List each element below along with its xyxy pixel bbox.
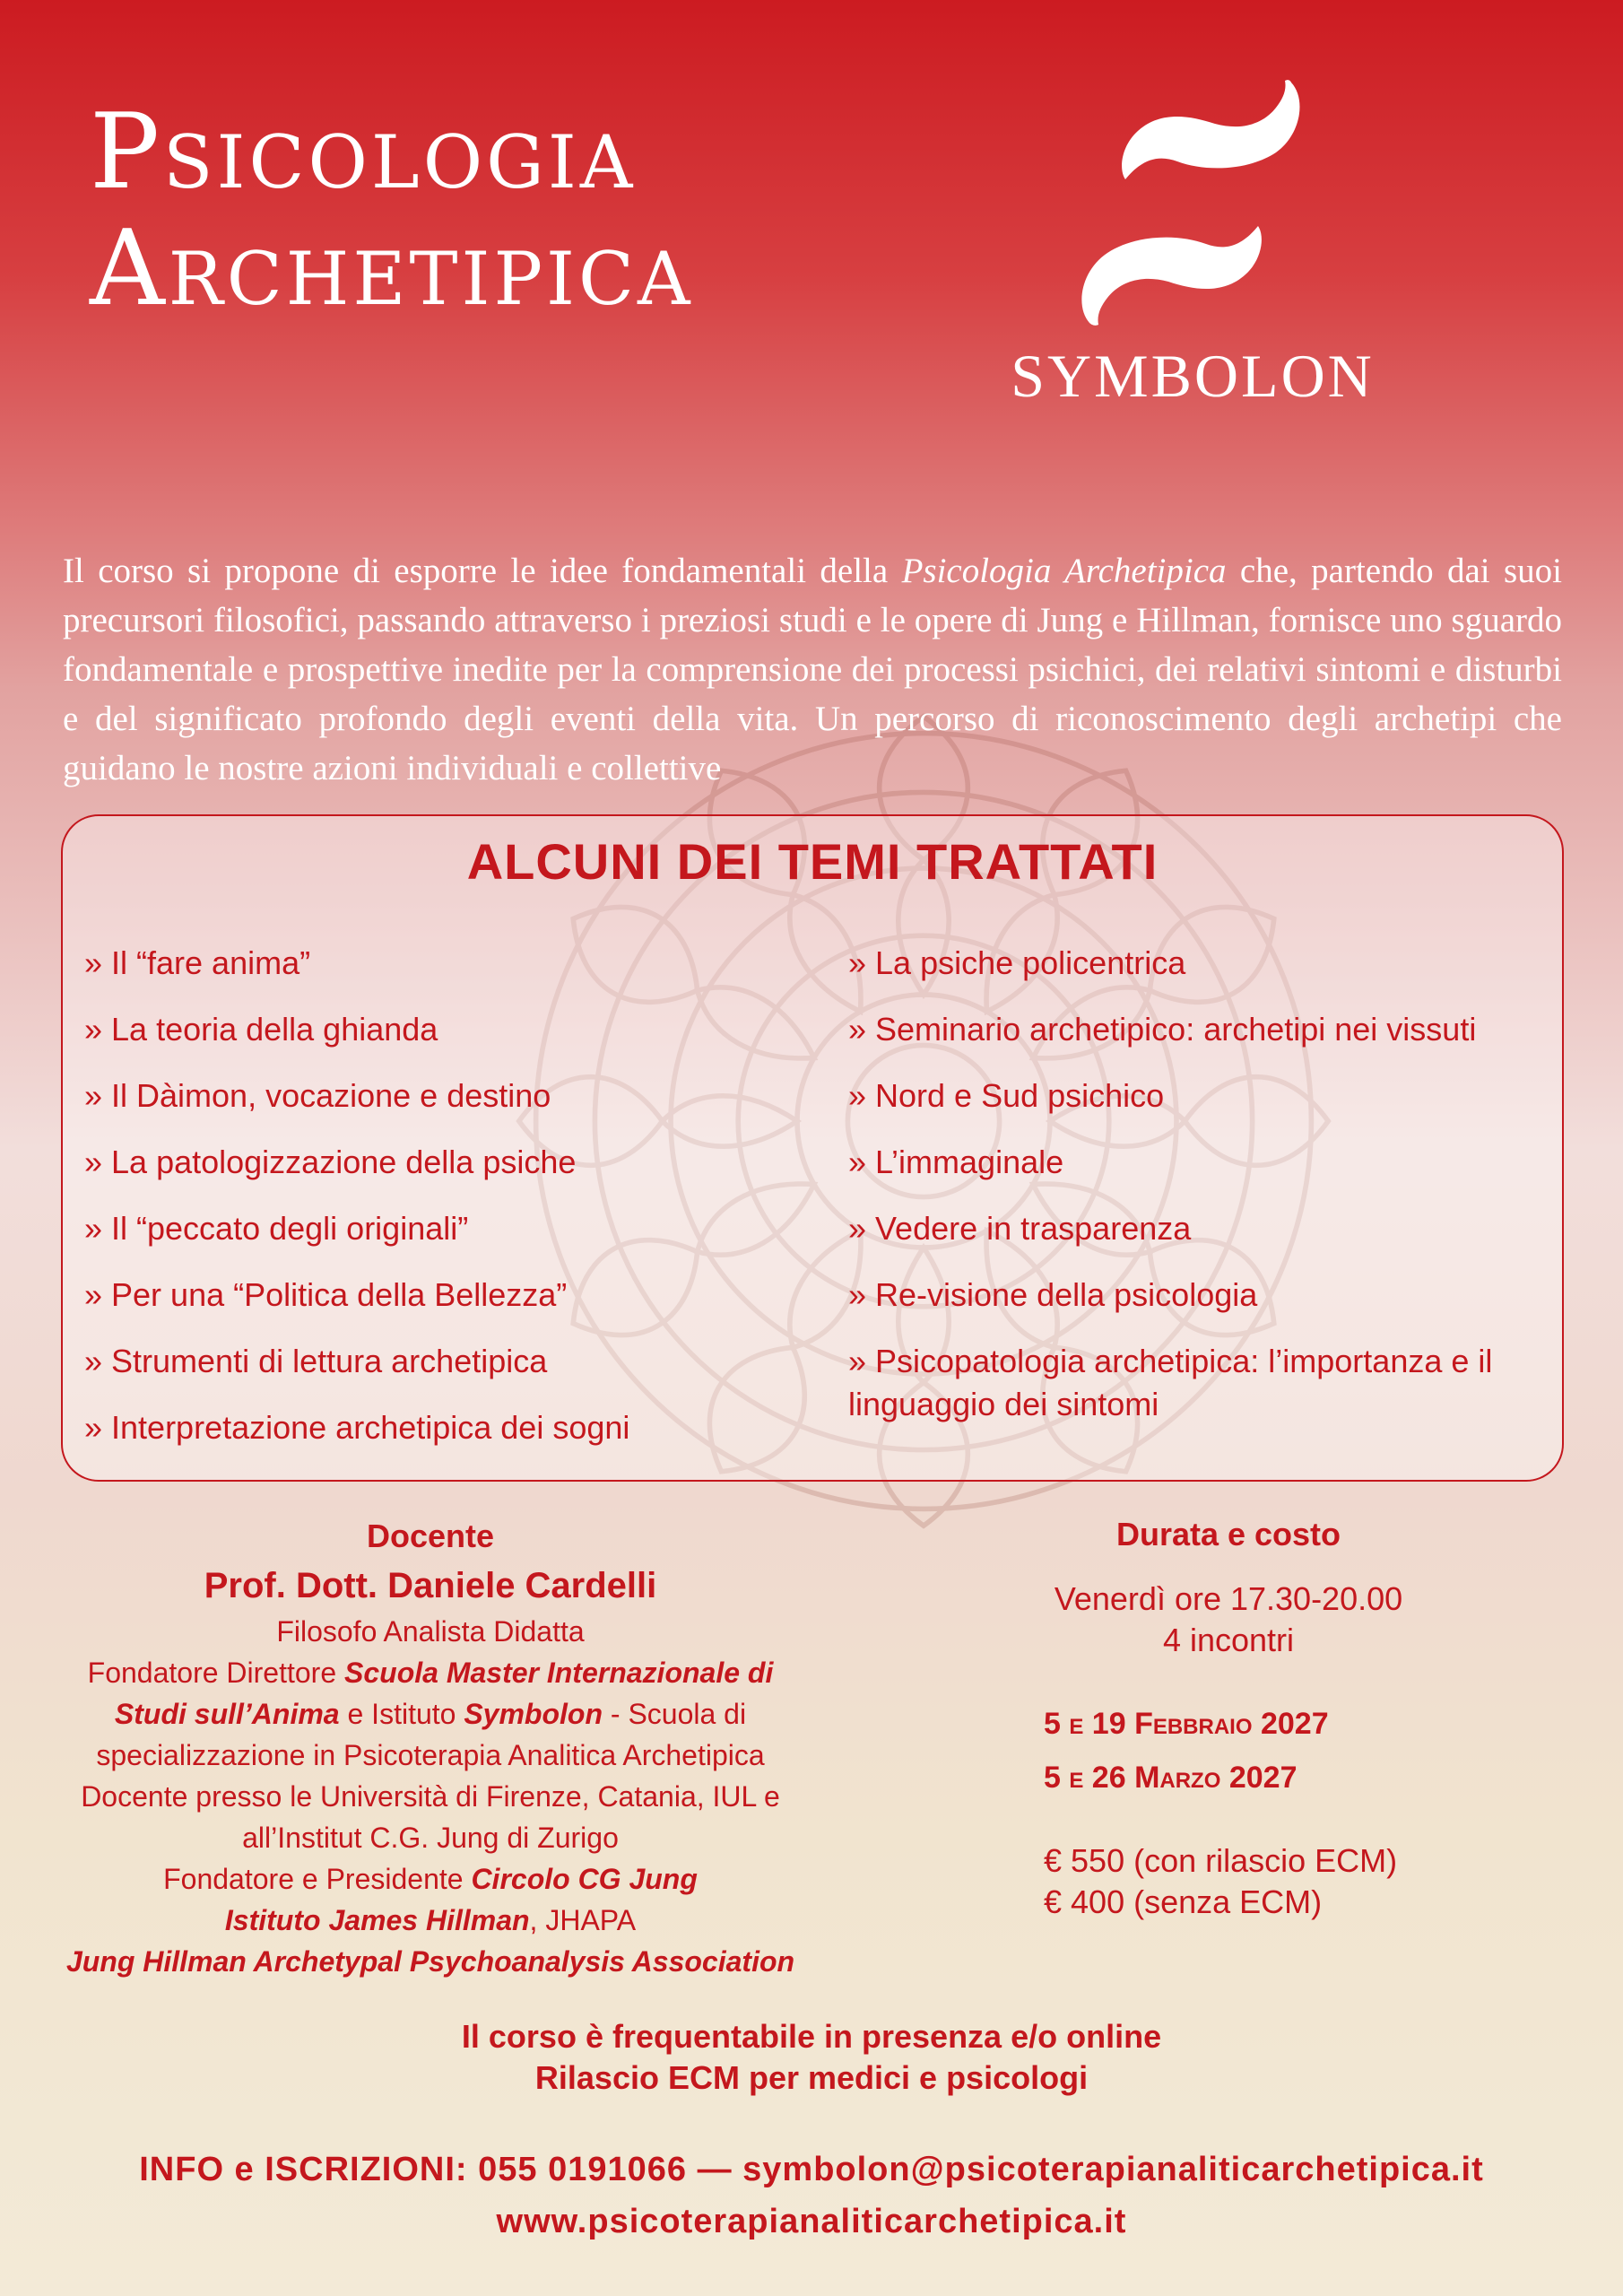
teacher-president-line xyxy=(54,1858,807,1900)
topic-item: » La teoria della ghianda xyxy=(84,1011,438,1048)
and-institute: e Istituto xyxy=(339,1698,464,1730)
topics-heading: ALCUNI DEI TEMI TRATTATI xyxy=(466,833,1159,890)
duration-heading: Durata e costo xyxy=(1115,1516,1341,1552)
ecm-line: Rilascio ECM per medici e psicologi xyxy=(534,2059,1089,2096)
topic-item: » Nord e Sud psichico xyxy=(848,1077,1165,1114)
contact-line[interactable]: INFO e ISCRIZIONI: 055 0191066 — symbolon@psicoterapianaliticarchetipica.it xyxy=(139,2151,1484,2188)
topic-item: » Seminario archetipico: archetipi nei vissuti xyxy=(848,1011,1477,1048)
topic-item: » Per una “Politica della Bellezza” xyxy=(84,1276,568,1313)
topic-item: » La psiche policentrica xyxy=(848,944,1186,981)
topic-item: » Interpretazione archetipica dei sogni xyxy=(84,1409,630,1446)
attendance-info xyxy=(0,2016,1623,2099)
teacher-founder-line xyxy=(54,1652,807,1776)
schedule: Venerdì ore 17.30-20.00 xyxy=(1054,1580,1403,1617)
hillman-institute: Istituto James Hillman xyxy=(224,1904,530,1936)
school-name: Scuola Master Internazionale di Studi sull’Anima xyxy=(114,1657,774,1730)
logo-brand-name: SYMBOLON xyxy=(1011,342,1375,410)
topics-box xyxy=(61,814,1564,1482)
attendance-line: Il corso è frequentabile in presenza e/o online xyxy=(461,2018,1162,2055)
course-dates xyxy=(1044,1697,1488,1805)
symbolon-hands-icon xyxy=(1072,72,1314,332)
topic-item: » L’immaginale xyxy=(848,1144,1064,1180)
jhapa: , JHAPA xyxy=(529,1904,637,1936)
topic-item: » Il Dàimon, vocazione e destino xyxy=(84,1077,551,1114)
teacher-section xyxy=(54,1516,807,1982)
symbolon-logo xyxy=(986,72,1399,422)
course-prices xyxy=(1044,1840,1488,1923)
date-item: 5 e 19 Febbraio 2027 xyxy=(1044,1707,1329,1741)
school-suffix: - Scuola di specializzazione in Psicoterapia Analitica Archetipica xyxy=(96,1698,765,1771)
meetings-count: 4 incontri xyxy=(1162,1622,1295,1658)
title-line-1: Psicologia xyxy=(90,91,637,213)
founder-prefix: Fondatore Direttore xyxy=(87,1657,344,1689)
teacher-heading: Docente xyxy=(366,1518,495,1554)
website-link[interactable]: www.psicoterapianaliticarchetipica.it xyxy=(496,2203,1127,2240)
topics-right-column xyxy=(848,942,1548,1449)
price-item: € 400 (senza ECM) xyxy=(1044,1883,1323,1920)
topic-item: » Strumenti di lettura archetipica xyxy=(84,1343,548,1379)
intro-emphasis: Psicologia Archetipica xyxy=(901,552,1227,590)
topic-item: » Psicopatologia archetipica: l’importanza e il linguaggio dei sintomi xyxy=(848,1343,1493,1422)
symbolon-name: Symbolon xyxy=(464,1698,603,1730)
topic-item: » Il “fare anima” xyxy=(84,944,311,981)
course-description xyxy=(63,546,1562,793)
price-item: € 550 (con rilascio ECM) xyxy=(1044,1842,1398,1879)
topics-left-column xyxy=(84,942,829,1473)
duration-section xyxy=(968,1516,1488,1923)
teacher-name: Prof. Dott. Daniele Cardelli xyxy=(204,1566,657,1605)
title-line-2: Archetipica xyxy=(90,207,694,329)
contact-info xyxy=(0,2144,1623,2248)
date-item: 5 e 26 Marzo 2027 xyxy=(1044,1761,1298,1795)
association-name: Jung Hillman Archetypal Psychoanalysis Association xyxy=(65,1945,795,1978)
intro-text-start: Il corso si propone di esporre le idee fondamentali della xyxy=(63,552,902,590)
topic-item: » Il “peccato degli originali” xyxy=(84,1210,469,1247)
teacher-universities: Docente presso le Università di Firenze, Catania, IUL e all’Institut C.G. Jung di Zurigo xyxy=(81,1780,780,1854)
poster-title xyxy=(90,91,694,329)
teacher-hillman-line xyxy=(54,1900,807,1941)
president-prefix: Fondatore e Presidente xyxy=(163,1863,472,1895)
topic-item: » Re-visione della psicologia xyxy=(848,1276,1258,1313)
teacher-role: Filosofo Analista Didatta xyxy=(276,1615,585,1648)
intro-text-end: che, partendo dai suoi precursori filosofici, passando attraverso i preziosi studi e le opere di Jung e Hillman, fornisce uno sguardo fondamentale e prospettive inedite per la comprensione dei processi psichici, dei relativi sintomi e disturbi e del significato profondo degli eventi della vita. Un percorso di riconoscimento degli archetipi che guidano le nostre azioni individuali e collettive xyxy=(63,552,1562,787)
circolo-name: Circolo CG Jung xyxy=(471,1863,698,1895)
topic-item: » La patologizzazione della psiche xyxy=(84,1144,577,1180)
topic-item: » Vedere in trasparenza xyxy=(848,1210,1192,1247)
